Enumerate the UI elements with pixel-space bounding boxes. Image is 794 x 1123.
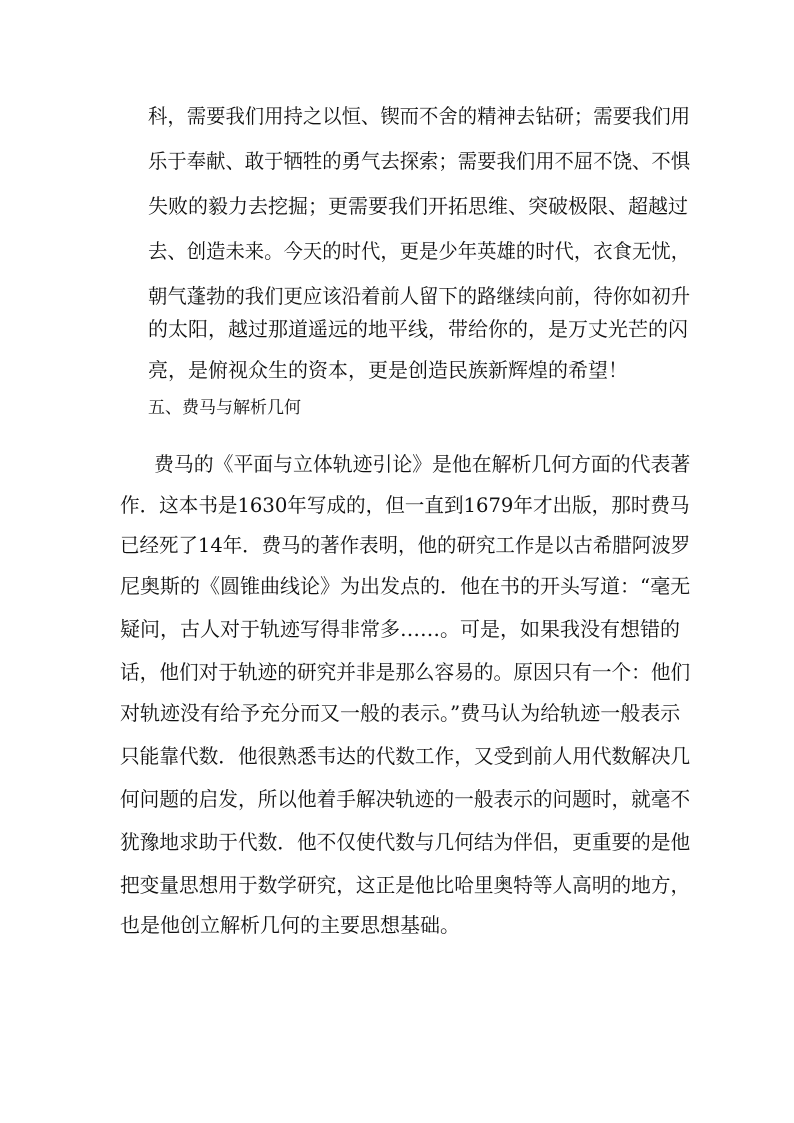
paragraph-line: 乐于奉献、敢于牺牲的勇气去探索；需要我们用不屈不饶、不惧 (148, 149, 691, 173)
paragraph-line: 疑问，古人对于轨迹写得非常多……。可是，如果我没有想错的 (120, 617, 680, 641)
paragraph-line: 何问题的启发，所以他着手解决轨迹的一般表示的问题时，就毫不 (120, 787, 691, 811)
paragraph-line: 去、创造未来。今天的时代，更是少年英雄的时代，衣食无忧， (148, 239, 691, 263)
paragraph-line: 只能靠代数．他很熟悉韦达的代数工作，又受到前人用代数解决几 (120, 744, 691, 768)
paragraph-line: 科，需要我们用持之以恒、锲而不舍的精神去钻研；需要我们用 (148, 104, 691, 128)
paragraph-line: 犹豫地求助于代数．他不仅使代数与几何结为伴侣，更重要的是他 (120, 830, 691, 854)
paragraph-line: 对轨迹没有给予充分而又一般的表示。”费马认为给轨迹一般表示 (120, 701, 681, 725)
paragraph-line: 作．这本书是1630年写成的，但一直到1679年才出版，那时费马 (120, 493, 690, 517)
paragraph-line: 费马的《平面与立体轨迹引论》是他在解析几何方面的代表著 (154, 452, 691, 476)
paragraph-line: 失败的毅力去挖掘；更需要我们开拓思维、突破极限、超越过 (148, 194, 688, 218)
paragraph-line: 尼奥斯的《圆锥曲线论》为出发点的．他在书的开头写道：“毫无 (120, 574, 691, 598)
paragraph-line: 已经死了14年．费马的著作表明，他的研究工作是以古希腊阿波罗 (120, 533, 691, 557)
paragraph-line: 也是他创立解析几何的主要思想基础。 (120, 913, 460, 937)
paragraph-line: 把变量思想用于数学研究，这正是他比哈里奥特等人高明的地方， (120, 873, 691, 897)
paragraph-line: 亮，是俯视众生的资本，更是创造民族新辉煌的希望！ (148, 358, 628, 382)
paragraph-line: 朝气蓬勃的我们更应该沿着前人留下的路继续向前，待你如初升 (148, 284, 691, 308)
paragraph-line: 的太阳，越过那道遥远的地平线，带给你的，是万丈光芒的闪 (148, 317, 688, 341)
section-heading: 五、费马与解析几何 (148, 398, 301, 418)
paragraph-line: 话，他们对于轨迹的研究并非是那么容易的。原因只有一个：他们 (120, 660, 691, 684)
